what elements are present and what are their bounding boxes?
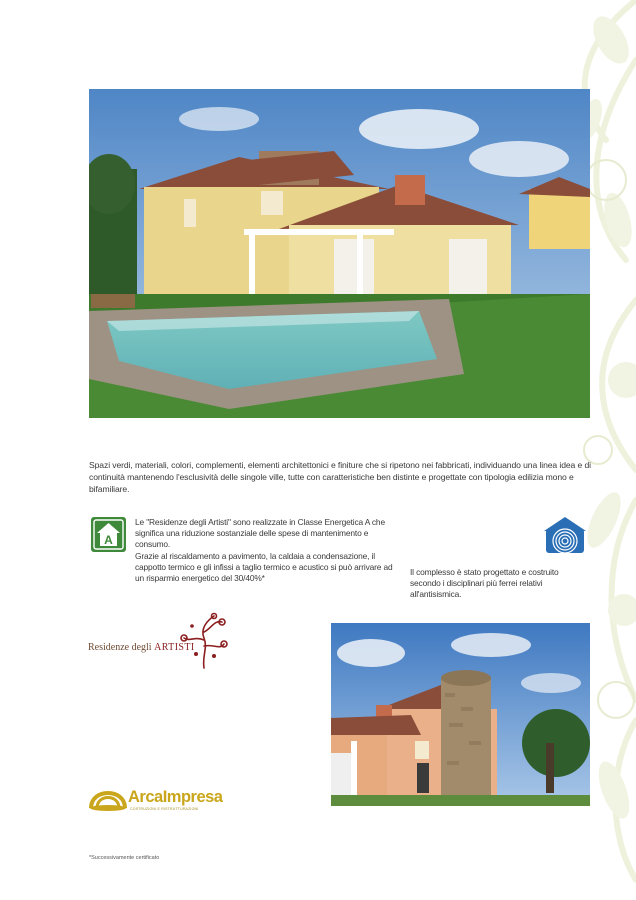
- footnote: *Successivamente certificato: [89, 855, 160, 861]
- intro-paragraph: Spazi verdi, materiali, colori, complementi, elementi architettonici e finiture che si ripetono nei fabbricati, individuando una linea idea e di continuità mantenendo l'esclusività delle singole ville, tutte con caratteristiche ben distinte e progettate con tipologia edilizia mono e bifamiliare.: [89, 460, 591, 494]
- villa-tower-photo: [331, 623, 590, 806]
- seismic-icon: [543, 516, 587, 554]
- energy-class-description: [135, 517, 403, 584]
- residenze-logo-text: Residenze degli ARTISTI: [88, 642, 195, 653]
- energy-class-a-icon: [91, 517, 126, 552]
- residenze-degli-artisti-logo: [88, 610, 238, 670]
- arca-arch-icon: [88, 778, 128, 814]
- arcaimpresa-tagline: COSTRUZIONI E RISTRUTTURAZIONI: [130, 807, 199, 811]
- seismic-description: Il complesso è stato progettato e costruito secondo i disciplinari più ferrei relativi all'antisismica.: [410, 567, 559, 600]
- energy-paragraph-2: Grazie al riscaldamento a pavimento, la caldaia a condensazione, il cappotto termico e gli infissi a taglio termico e acustico si può arrivare ad un risparmio energetico del 30/40%*: [135, 550, 393, 584]
- svg-text:A: A: [104, 533, 113, 547]
- energy-paragraph-1: Le "Residenze degli Artisti" sono realizzate in Classe Energetica A che significa una riduzione sostanziale delle spese di mantenimento e consumo.: [135, 517, 385, 550]
- floral-emblem-icon: [174, 610, 234, 670]
- villa-pool-photo: [89, 89, 590, 418]
- arcaimpresa-logo: [88, 778, 238, 814]
- arcaimpresa-name: ArcaImpresa: [128, 788, 223, 806]
